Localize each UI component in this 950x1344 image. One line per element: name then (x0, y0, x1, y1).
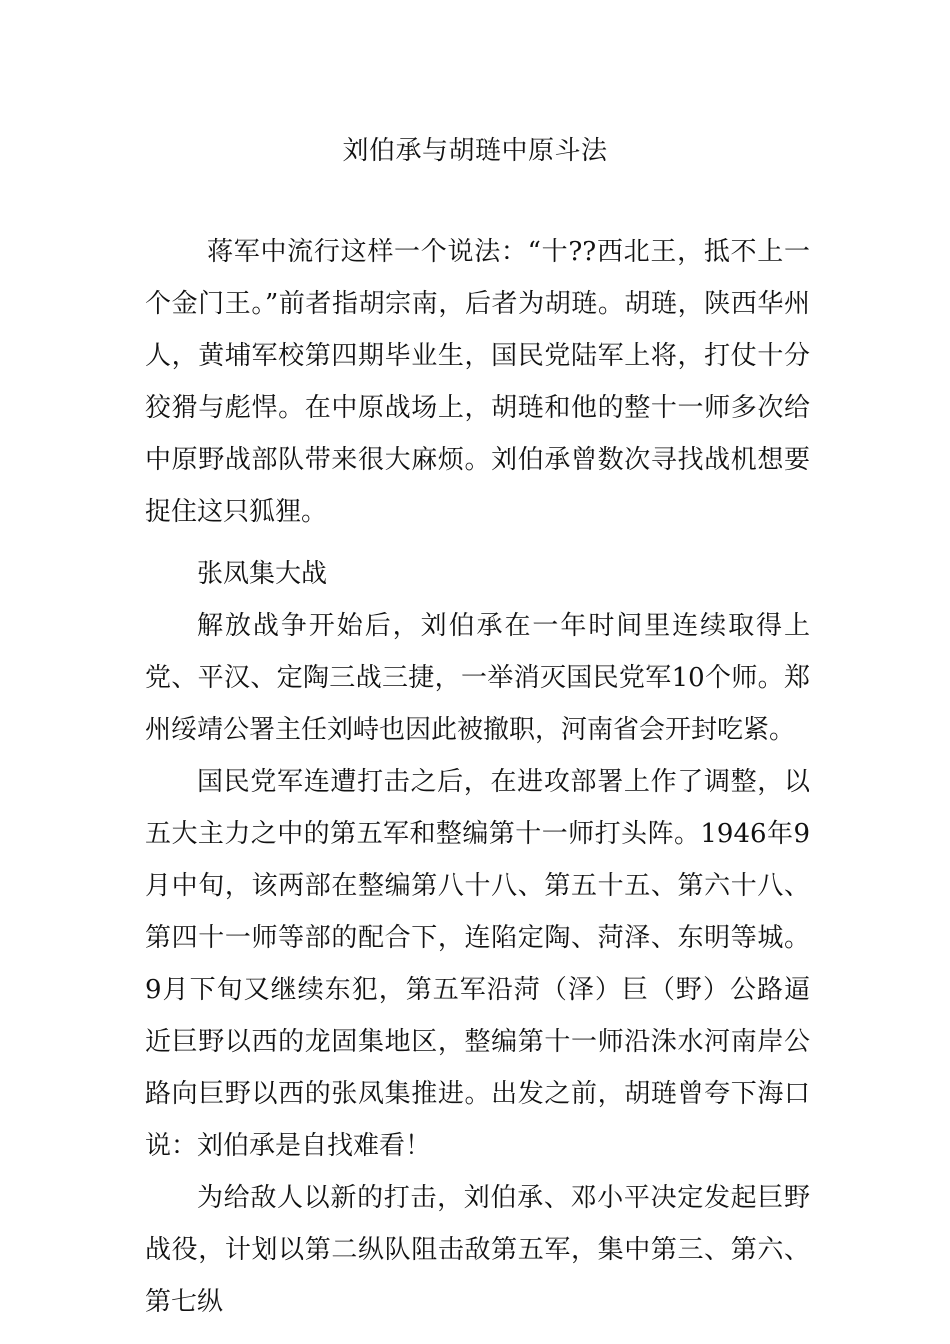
intro-paragraph: 蒋军中流行这样一个说法：“十??西北王，抵不上一个金门王。”前者指胡宗南，后者为胡琏。胡琏，陕西华州人，黄埔军校第四期毕业生，国民党陆军上将，打仗十分狡猾与彪悍。在中原战场上，胡琏和他的整十一师多次给中原野战部队带来很大麻烦。刘伯承曾数次寻找战机想要捉住这只狐狸。 (145, 237, 810, 527)
section-block (145, 548, 810, 1328)
intro-block (145, 226, 810, 538)
body-paragraph-3: 为给敌人以新的打击，刘伯承、邓小平决定发起巨野战役，计划以第二纵队阻击敌第五军，集中第三、第六、第七纵 (145, 1183, 810, 1317)
body-paragraph-1: 解放战争开始后，刘伯承在一年时间里连续取得上党、平汉、定陶三战三捷，一举消灭国民党军10个师。郑州绥靖公署主任刘峙也因此被撤职，河南省会开封吃紧。 (145, 611, 810, 745)
document-title: 刘伯承与胡琏中原斗法 (342, 136, 608, 166)
body-paragraph-2: 国民党军连遭打击之后，在进攻部署上作了调整，以五大主力之中的第五军和整编第十一师打头阵。1946年9月中旬，该两部在整编第八十八、第五十五、第六十八、第四十一师等部的配合下，连陷定陶、菏泽、东明等城。9月下旬又继续东犯，第五军沿菏（泽）巨（野）公路逼近巨野以西的龙固集地区，整编第十一师沿洙水河南岸公路向巨野以西的张凤集推进。出发之前，胡琏曾夸下海口说：刘伯承是自找难看！ (145, 767, 810, 1161)
section-heading: 张凤集大战 (197, 559, 328, 589)
